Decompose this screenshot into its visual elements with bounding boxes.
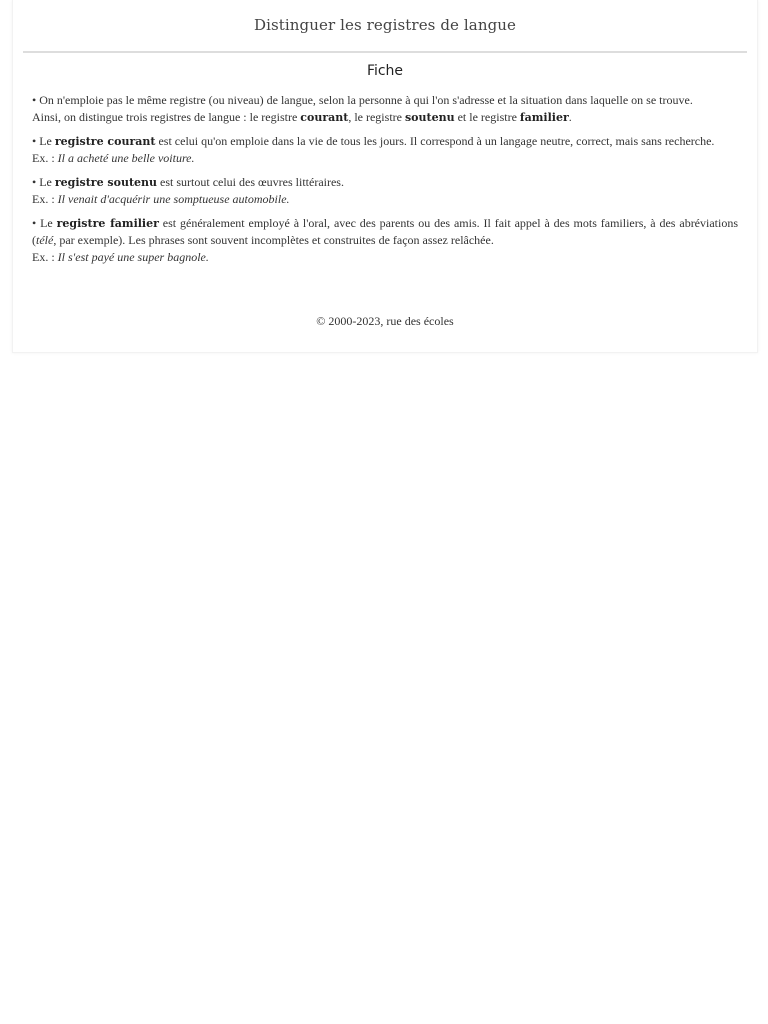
- example-label: Ex. :: [32, 151, 58, 165]
- content-card: [12, 0, 758, 353]
- term-familier: familier: [519, 111, 569, 124]
- bullet: • Le: [32, 216, 57, 230]
- bullet: • Le: [32, 175, 55, 189]
- soutenu-text: est surtout celui des œuvres littéraires.: [157, 175, 344, 189]
- intro-text-2: Ainsi, on distingue trois registres de langue : le registre: [32, 110, 301, 124]
- courant-heading: registre courant: [54, 135, 156, 148]
- term-courant: courant: [300, 111, 349, 124]
- familier-text-2: , par exemple). Les phrases sont souvent incomplètes et construites de façon assez relâchée.: [53, 233, 494, 247]
- familier-heading: registre familier: [56, 217, 159, 230]
- familier-paragraph: [32, 215, 738, 266]
- soutenu-heading: registre soutenu: [54, 176, 158, 189]
- courant-paragraph: [32, 133, 738, 167]
- soutenu-example: Il venait d'acquérir une somptueuse automobile.: [57, 192, 290, 206]
- courant-text: est celui qu'on emploie dans la vie de tous les jours. Il correspond à un langage neutre, correct, mais sans recherche.: [155, 134, 715, 148]
- section-title: Fiche: [366, 63, 404, 79]
- intro-text-4: et le registre: [454, 110, 520, 124]
- term-soutenu: soutenu: [404, 111, 455, 124]
- intro-text-3: , le registre: [348, 110, 405, 124]
- example-label: Ex. :: [32, 192, 58, 206]
- familier-text: est généralement employé à l'oral, avec des parents ou des amis. Il fait appel à des mots familiers, à des abréviations (: [32, 216, 739, 247]
- bullet: • Le: [32, 134, 55, 148]
- courant-example: Il a acheté une belle voiture.: [57, 151, 195, 165]
- intro-paragraph: [32, 92, 738, 126]
- copyright-footer: © 2000-2023, rue des écoles: [316, 314, 454, 328]
- example-label: Ex. :: [32, 250, 58, 264]
- title-divider: [23, 51, 747, 53]
- familier-italic-word: télé: [36, 233, 54, 247]
- lesson-content: [32, 92, 738, 273]
- intro-text-5: .: [568, 110, 572, 124]
- intro-text: On n'emploie pas le même registre (ou niveau) de langue, selon la personne à qui l'on s'adresse et la situation dans laquelle on se trouve.: [39, 93, 693, 107]
- familier-example: Il s'est payé une super bagnole.: [57, 250, 209, 264]
- bullet: •: [32, 93, 40, 107]
- page-title: Distinguer les registres de langue: [253, 16, 517, 34]
- soutenu-paragraph: [32, 174, 738, 208]
